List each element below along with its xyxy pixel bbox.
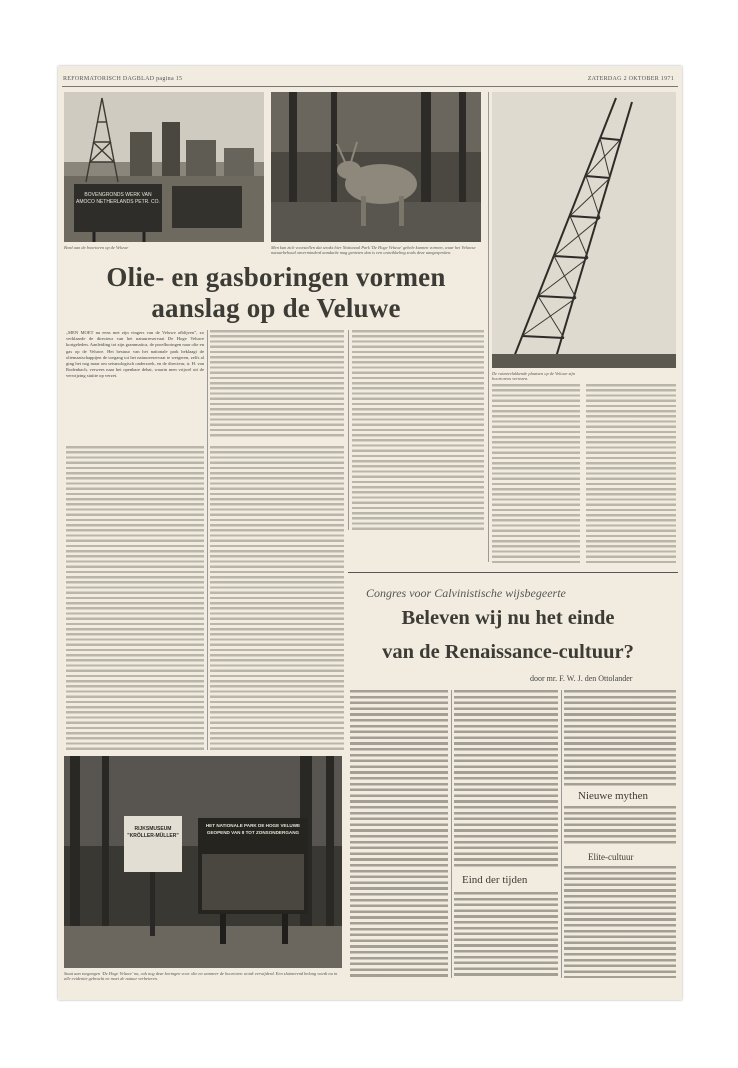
national-park-sign <box>200 822 306 836</box>
article2-kicker: Congres voor Calvinistische wijsbegeerte <box>366 586 566 600</box>
article2-column <box>564 806 676 846</box>
article2-headline-line2: van de Renaissance-cultuur? <box>382 641 634 663</box>
article2-column <box>564 690 676 786</box>
article1-headline-line1: Olie- en gasboringen vormen <box>106 262 446 292</box>
article1-intro: „MEN MOET nu eens met zijn vingers van de Veluwe afblijven”, zo verklaarde de directeur van het natuurreservaat De Hoge Veluwe kortgeleden. Aanleiding tot zijn grammatica, de proefboringen naar olie en gas op de Veluwe. Het bestuur van het nationale park beklaagt de oliemaatschappijen de toegang tot het natuurreservaat te weigeren, zelfs al ging het nog maar om seismologisch onderzoek, en de directeur, ir. H. van Rodenbach, verwees naar het openbare debat, waarin men vrijwel uit de verwijzing stuitte op verzet. <box>66 330 204 379</box>
museum-sign-line2: "KRÖLLER-MÜLLER" <box>127 833 179 839</box>
article2-column <box>350 690 448 978</box>
park-sign-line2: GEOPEND VAN 8 TOT ZONSONDERGANG <box>206 830 300 835</box>
article-separator <box>348 572 678 573</box>
article1-column <box>352 330 484 530</box>
museum-sign <box>126 826 180 840</box>
article1-column <box>586 384 676 564</box>
article1-column <box>210 330 344 438</box>
column-rule <box>207 330 208 750</box>
column-rule <box>561 690 562 978</box>
article1-column <box>492 384 580 564</box>
article2-column <box>564 866 676 978</box>
park-entrance-photo <box>64 756 342 968</box>
museum-sign-line1: RIJKSMUSEUM <box>134 826 172 832</box>
signboard-line2: AMOCO NETHERLANDS PETR. CO. <box>76 199 160 205</box>
column-rule <box>488 92 489 562</box>
drilling-tower-photo <box>492 92 676 368</box>
deer-caption: Men kan zich voorstellen dat straks hier Nationaal Park 'De Hoge Veluwe' gehele kunnen vormen, waar het Veluwse natuurbehoud onverminderd aandacht mag genieten dan is een ontwikkeling zoals deze aangesproken. <box>271 245 476 255</box>
article2-column <box>454 892 558 978</box>
article1-column <box>210 446 344 752</box>
article2-column <box>454 690 558 870</box>
article2-byline: door mr. F. W. J. den Ottolander <box>530 674 633 683</box>
subhead-elite-cultuur: Elite-cultuur <box>588 852 634 862</box>
article2-headline-line1: Beleven wij nu het einde <box>401 607 615 629</box>
subhead-eind-der-tijden: Eind der tijden <box>462 874 528 886</box>
deer-photo <box>271 92 481 242</box>
park-caption: Staat aan toegangen ‘De Hoge Veluwe’ na, ook nog deze boringen voor olie en wanneer de boortoren wordt verwijderd. Een sluimerend belang wordt nu in alle evidentie gebracht en moet de natuur verbeteren. <box>64 971 338 981</box>
article1-headline-line2: aanslag op de Veluwe <box>151 293 401 323</box>
column-rule <box>451 690 452 978</box>
newspaper-page <box>58 66 682 1000</box>
tower-caption: De ruimtevlakkende plaatsen op de Veluwe zijn boortorens verrezen. <box>492 371 575 381</box>
drill-rig-caption: Bord aan de boortoren op de Veluwe <box>64 245 129 250</box>
subhead-nieuwe-mythen: Nieuwe mythen <box>578 790 648 802</box>
drill-rig-photo <box>64 92 264 242</box>
article1-column <box>66 446 204 752</box>
park-sign-line1: HET NATIONALE PARK DE HOGE VELUWE <box>205 823 301 828</box>
article1-headline <box>70 262 482 324</box>
amoco-signboard <box>76 192 160 206</box>
header-rule <box>62 86 678 87</box>
signboard-line1: BOVENGRONDS WERK VAN <box>84 192 152 198</box>
masthead-left: REFORMATORISCH DAGBLAD pagina 15 <box>63 76 183 82</box>
masthead-date: ZATERDAG 2 OKTOBER 1971 <box>587 76 674 82</box>
column-rule <box>348 330 349 530</box>
